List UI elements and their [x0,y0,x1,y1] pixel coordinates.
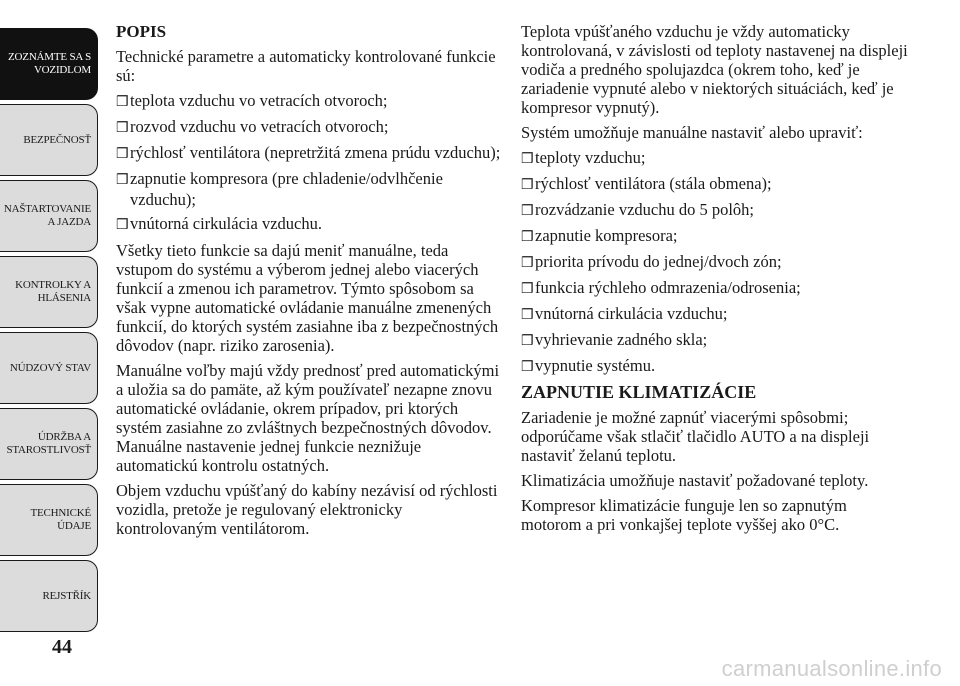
section-heading-popis: POPIS [116,22,167,41]
tab-rejstrik[interactable] [0,560,98,632]
list-item-text: zapnutie kompresora; [535,226,678,245]
paragraph: Kompresor klimatizácie funguje len so zapnutým motorom a pri vonkajšej teplote vyššej ako 0°C. [521,496,847,534]
checkbox-bullet-icon: ❒ [116,173,129,188]
checkbox-bullet-icon: ❒ [521,204,534,219]
paragraph: Všetky tieto funkcie sa dajú meniť manuálne, teda vstupom do systému a výberom jednej alebo viacerých funkcií a zmenou ich parametrov. Týmto spôsobom sa však vypne automatické ovládanie manuálne zmenených funkcií, do ktorých systém zasiahne iba z bezpečnostných dôvodov (napr. riziko zarosenia). [116,241,499,355]
list-item-text: teplota vzduchu vo vetracích otvoroch; [130,91,388,110]
checkbox-bullet-icon: ❒ [521,178,534,193]
watermark: carmanualsonline.info [721,656,942,681]
list-item-text: vnútorná cirkulácia vzduchu; [535,304,728,323]
list-item-text: vnútorná cirkulácia vzduchu. [130,214,322,233]
checkbox-bullet-icon: ❒ [521,256,534,271]
tab-label: REJSTŘÍK [42,589,91,602]
left-column [116,22,501,544]
list-item-text: teploty vzduchu; [535,148,646,167]
list-item [521,330,911,351]
list-item [521,200,911,221]
list-item [116,143,501,164]
checkbox-bullet-icon: ❒ [521,308,534,323]
checkbox-bullet-icon: ❒ [521,360,534,375]
checkbox-bullet-icon: ❒ [116,121,129,136]
checkbox-bullet-icon: ❒ [521,282,534,297]
tab-udrzba-a-starostlivost[interactable] [0,408,98,480]
paragraph: Manuálne voľby majú vždy prednosť pred automatickými a uložia sa do pamäte, až kým používateľ nezapne znovu automatické ovládanie, okrem prípadov, pri ktorých systém zasiahne zo zvláštnych bezpečnostných dôvodov. Manuálne nastavenie jednej funkcie neznižuje automatickú kontrolu ostatných. [116,361,500,475]
list-item-text: rozvod vzduchu vo vetracích otvoroch; [130,117,389,136]
paragraph: Technické parametre a automaticky kontrolované funkcie sú: [116,47,496,85]
list-item [521,278,911,299]
checkbox-bullet-icon: ❒ [116,147,129,162]
list-item [116,117,501,138]
list-item [116,169,501,209]
list-item [521,356,911,377]
checkbox-bullet-icon: ❒ [521,334,534,349]
tab-nastartovanie-a-jazda[interactable] [0,180,98,252]
paragraph: Klimatizácia umožňuje nastaviť požadované teploty. [521,471,869,490]
list-item-text: funkcia rýchleho odmrazenia/odrosenia; [535,278,801,297]
tab-label: TECHNICKÉ ÚDAJE [30,507,91,532]
tab-label: NÚDZOVÝ STAV [9,361,91,374]
tab-label: ÚDRŽBA A STAROSTLIVOSŤ [6,431,91,456]
tab-label: KONTROLKY A HLÁSENIA [15,279,91,304]
list-item [521,174,911,195]
list-item [521,148,911,169]
page-number: 44 [52,636,72,658]
list-item-text: rýchlosť ventilátora (stála obmena); [535,174,772,193]
tab-technicke-udaje[interactable] [0,484,98,556]
checkbox-bullet-icon: ❒ [116,218,129,233]
tab-label: ZOZNÁMTE SA S VOZIDLOM [8,51,91,76]
checkbox-bullet-icon: ❒ [521,230,534,245]
tab-kontrolky-a-hlasenia[interactable] [0,256,98,328]
tab-zoznamte-sa-s-vozidlom[interactable] [0,28,98,100]
paragraph: Zariadenie je možné zapnúť viacerými spôsobmi; odporúčame však stlačiť tlačidlo AUTO a na displeji nastaviť želanú teplotu. [521,408,870,465]
bullet-list [116,91,501,235]
tab-label: NAŠTARTOVANIE A JAZDA [3,203,91,228]
list-item-text: vyhrievanie zadného skla; [535,330,708,349]
paragraph: Teplota vpúšťaného vzduchu je vždy automaticky kontrolovaná, v závislosti od teploty nastavenej na displeji vodiča a predného spolujazdca (okrem toho, keď je zariadenie vypnuté alebo v niektorých situáciách, keď je kompresor vypnutý). [521,22,908,117]
list-item-text: priorita prívodu do jednej/dvoch zón; [535,252,782,271]
paragraph: Objem vzduchu vpúšťaný do kabíny nezávisí od rýchlosti vozidla, pretože je regulovaný elektronicky kontrolovaným ventilátorom. [116,481,498,538]
list-item-text: zapnutie kompresora (pre chladenie/odvlhčenie vzduchu); [130,169,443,209]
checkbox-bullet-icon: ❒ [521,152,534,167]
paragraph: Systém umožňuje manuálne nastaviť alebo upraviť: [521,123,863,142]
bullet-list [521,148,911,377]
right-column [521,22,911,540]
list-item [521,252,911,273]
list-item-text: rýchlosť ventilátora (nepretržitá zmena prúdu vzduchu); [130,143,501,162]
list-item [521,304,911,325]
checkbox-bullet-icon: ❒ [116,95,129,110]
tab-nudzovy-stav[interactable] [0,332,98,404]
tab-label: BEZPEČNOSŤ [23,133,91,146]
list-item-text: rozvádzanie vzduchu do 5 polôh; [535,200,755,219]
section-heading-zapnutie-klimatizacie: ZAPNUTIE KLIMATIZÁCIE [521,382,757,402]
list-item-text: vypnutie systému. [535,356,656,375]
list-item [116,91,501,112]
list-item [521,226,911,247]
list-item [116,214,501,235]
tab-bezpecnost[interactable] [0,104,98,176]
